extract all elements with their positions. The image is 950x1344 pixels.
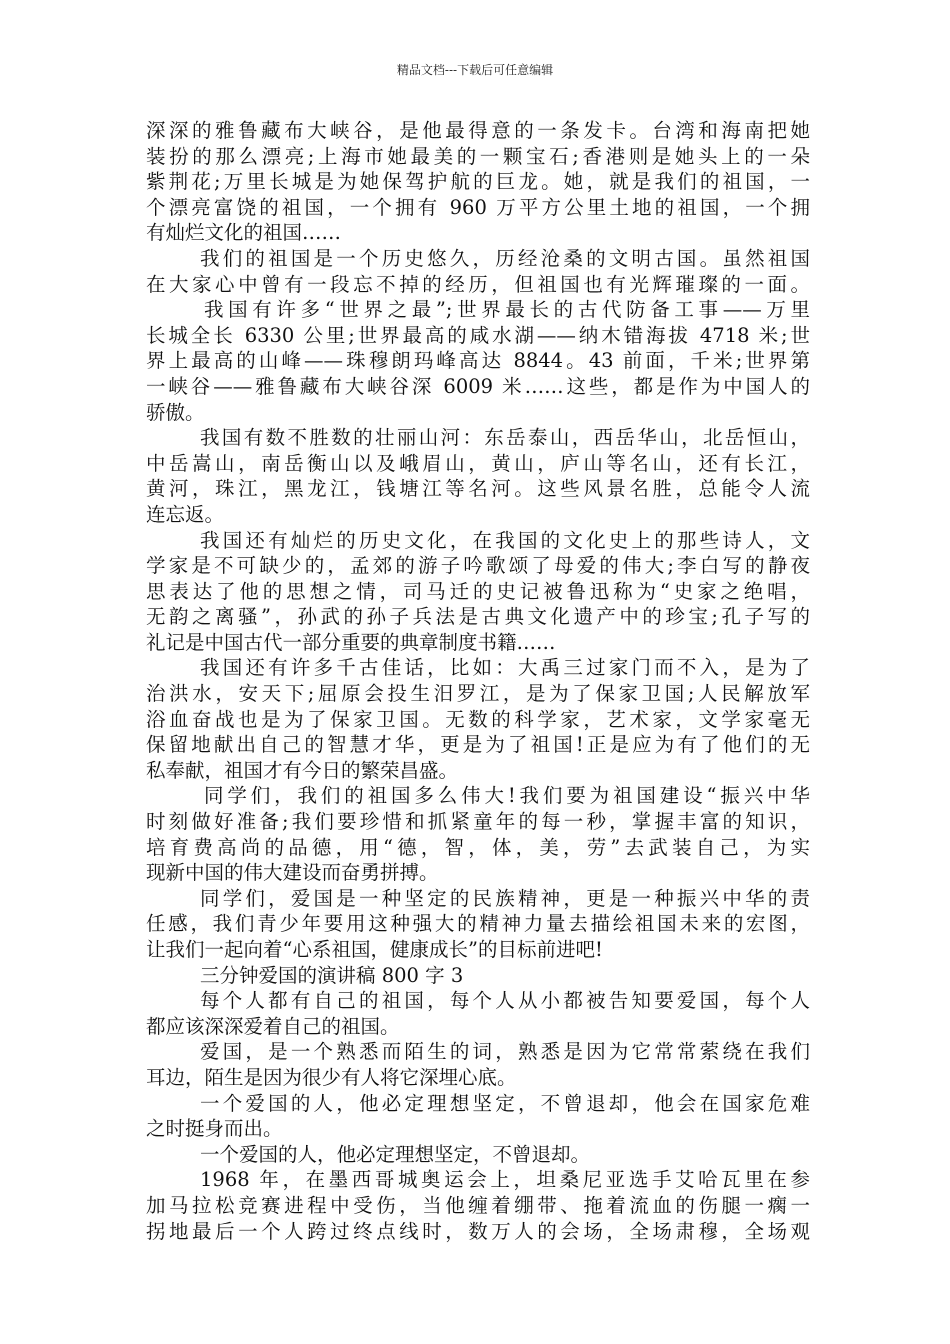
text-line: 有灿烂文化的祖国…… bbox=[146, 221, 342, 245]
text-line: 之时挺身而出。 bbox=[146, 1117, 283, 1141]
text-line: 学家是不可缺少的，孟郊的游子吟歌颂了母爱的伟大;李白写的静夜 bbox=[146, 554, 810, 578]
text-line: 我国有许多“世界之最”;世界最长的古代防备工事——万里 bbox=[204, 298, 810, 322]
text-line: 爱国，是一个熟悉而陌生的词，熟悉是因为它常常萦绕在我们 bbox=[200, 1040, 810, 1064]
text-line: 保留地献出自己的智慧才华，更是为了祖国!正是应为有了他们的无 bbox=[146, 733, 810, 757]
text-line: 让我们一起向着“心系祖国，健康成长”的目标前进吧! bbox=[146, 938, 603, 961]
paragraph-4 bbox=[146, 425, 810, 527]
paragraph-7 bbox=[146, 783, 810, 885]
text-line: 长城全长 6330 公里;世界最高的咸水湖——纳木错海拔 4718 米;世 bbox=[146, 323, 810, 347]
text-line: 深深的雅鲁藏布大峡谷，是他最得意的一条发卡。台湾和海南把她 bbox=[146, 119, 810, 142]
text-line: 培育费高尚的品德，用“德，智，体，美，劳”去武装自己，为实 bbox=[146, 835, 810, 859]
text-line: 我国有数不胜数的壮丽山河：东岳泰山，西岳华山，北岳恒山， bbox=[200, 426, 810, 450]
text-line: 任感，我们青少年要用这种强大的精神力量去描绘祖国未来的宏图， bbox=[146, 912, 810, 936]
text-line: 私奉献，祖国才有今日的繁荣昌盛。 bbox=[146, 758, 459, 782]
text-line: 无韵之离骚”，孙武的孙子兵法是古典文化遗产中的珍宝;孔子写的 bbox=[146, 605, 810, 629]
text-line: 同学们，爱国是一种坚定的民族精神，更是一种振兴中华的责 bbox=[200, 886, 810, 910]
text-line: 拐地最后一个人跨过终点线时，数万人的会场，全场肃穆，全场观 bbox=[146, 1219, 810, 1243]
paragraph-10 bbox=[146, 988, 810, 1039]
paragraph-2 bbox=[146, 246, 810, 297]
text-line: 个漂亮富饶的祖国，一个拥有 960 万平方公里土地的祖国，一个拥 bbox=[146, 195, 810, 219]
text-line: 思表达了他的思想之情，司马迁的史记被鲁迅称为“史家之绝唱， bbox=[146, 579, 810, 603]
paragraph-13 bbox=[146, 1142, 810, 1168]
text-line: 在大家心中曾有一段忘不掉的经历，但祖国也有光辉璀璨的一面。 bbox=[146, 272, 810, 296]
paragraph-11 bbox=[146, 1039, 810, 1090]
text-line: 礼记是中国古代一部分重要的典章制度书籍…… bbox=[146, 630, 556, 654]
text-line: 三分钟爱国的演讲稿 800 字 3 bbox=[200, 963, 464, 987]
text-line: 治洪水，安天下;屈原会投生汨罗江，是为了保家卫国;人民解放军 bbox=[146, 682, 810, 706]
text-line: 一个爱国的人，他必定理想坚定，不曾退却。 bbox=[200, 1142, 591, 1166]
text-line: 都应该深深爱着自己的祖国。 bbox=[146, 1014, 400, 1038]
text-line: 装扮的那么漂亮;上海市她最美的一颗宝石;香港则是她头上的一朵 bbox=[146, 144, 810, 168]
paragraph-5 bbox=[146, 528, 810, 656]
text-line: 每个人都有自己的祖国，每个人从小都被告知要爱国，每个人 bbox=[200, 989, 810, 1013]
paragraph-14 bbox=[146, 1167, 810, 1244]
text-line: 现新中国的伟大建设而奋勇拼搏。 bbox=[146, 861, 439, 885]
text-line: 中岳嵩山，南岳衡山以及峨眉山，黄山，庐山等名山，还有长江， bbox=[146, 451, 810, 475]
text-line: 连忘返。 bbox=[146, 502, 225, 526]
text-line: 黄河，珠江，黑龙江，钱塘江等名河。这些风景名胜，总能令人流 bbox=[146, 477, 810, 501]
paragraph-8 bbox=[146, 886, 810, 963]
text-line: 一峡谷——雅鲁藏布大峡谷深 6009 米……这些，都是作为中国人的 bbox=[146, 374, 810, 398]
text-line: 一个爱国的人，他必定理想坚定，不曾退却，他会在国家危难 bbox=[200, 1091, 810, 1115]
text-line: 骄傲。 bbox=[146, 400, 205, 424]
text-line: 界上最高的山峰——珠穆朗玛峰高达 8844。43 前面，千米;世界第 bbox=[146, 349, 810, 373]
paragraph-12 bbox=[146, 1091, 810, 1142]
text-line: 浴血奋战也是为了保家卫国。无数的科学家，艺术家，文学家毫无 bbox=[146, 707, 810, 731]
text-line: 紫荆花;万里长城是为她保驾护航的巨龙。她，就是我们的祖国，一 bbox=[146, 170, 810, 194]
text-line: 加马拉松竞赛进程中受伤，当他缠着绷带、拖着流血的伤腿一瘸一 bbox=[146, 1193, 810, 1217]
paragraph-3 bbox=[146, 297, 810, 425]
text-line: 同学们，我们的祖国多么伟大!我们要为祖国建设“振兴中华 bbox=[204, 784, 810, 808]
text-line: 我国还有灿烂的历史文化，在我国的文化史上的那些诗人，文 bbox=[200, 528, 810, 552]
text-line: 时刻做好准备;我们要珍惜和抓紧童年的每一秒，掌握丰富的知识， bbox=[146, 810, 810, 834]
paragraph-1 bbox=[146, 118, 810, 246]
section-heading bbox=[146, 963, 810, 989]
text-line: 耳边，陌生是因为很少有人将它深埋心底。 bbox=[146, 1065, 517, 1089]
text-line: 1968 年，在墨西哥城奥运会上，坦桑尼亚选手艾哈瓦里在参 bbox=[200, 1168, 810, 1192]
text-line: 我们的祖国是一个历史悠久，历经沧桑的文明古国。虽然祖国 bbox=[200, 246, 810, 270]
page-header: 精品文档---下载后可任意编辑 bbox=[396, 63, 554, 77]
text-line: 我国还有许多千古佳话，比如：大禹三过家门而不入，是为了 bbox=[200, 656, 810, 680]
paragraph-6 bbox=[146, 655, 810, 783]
document-body bbox=[146, 118, 810, 1244]
